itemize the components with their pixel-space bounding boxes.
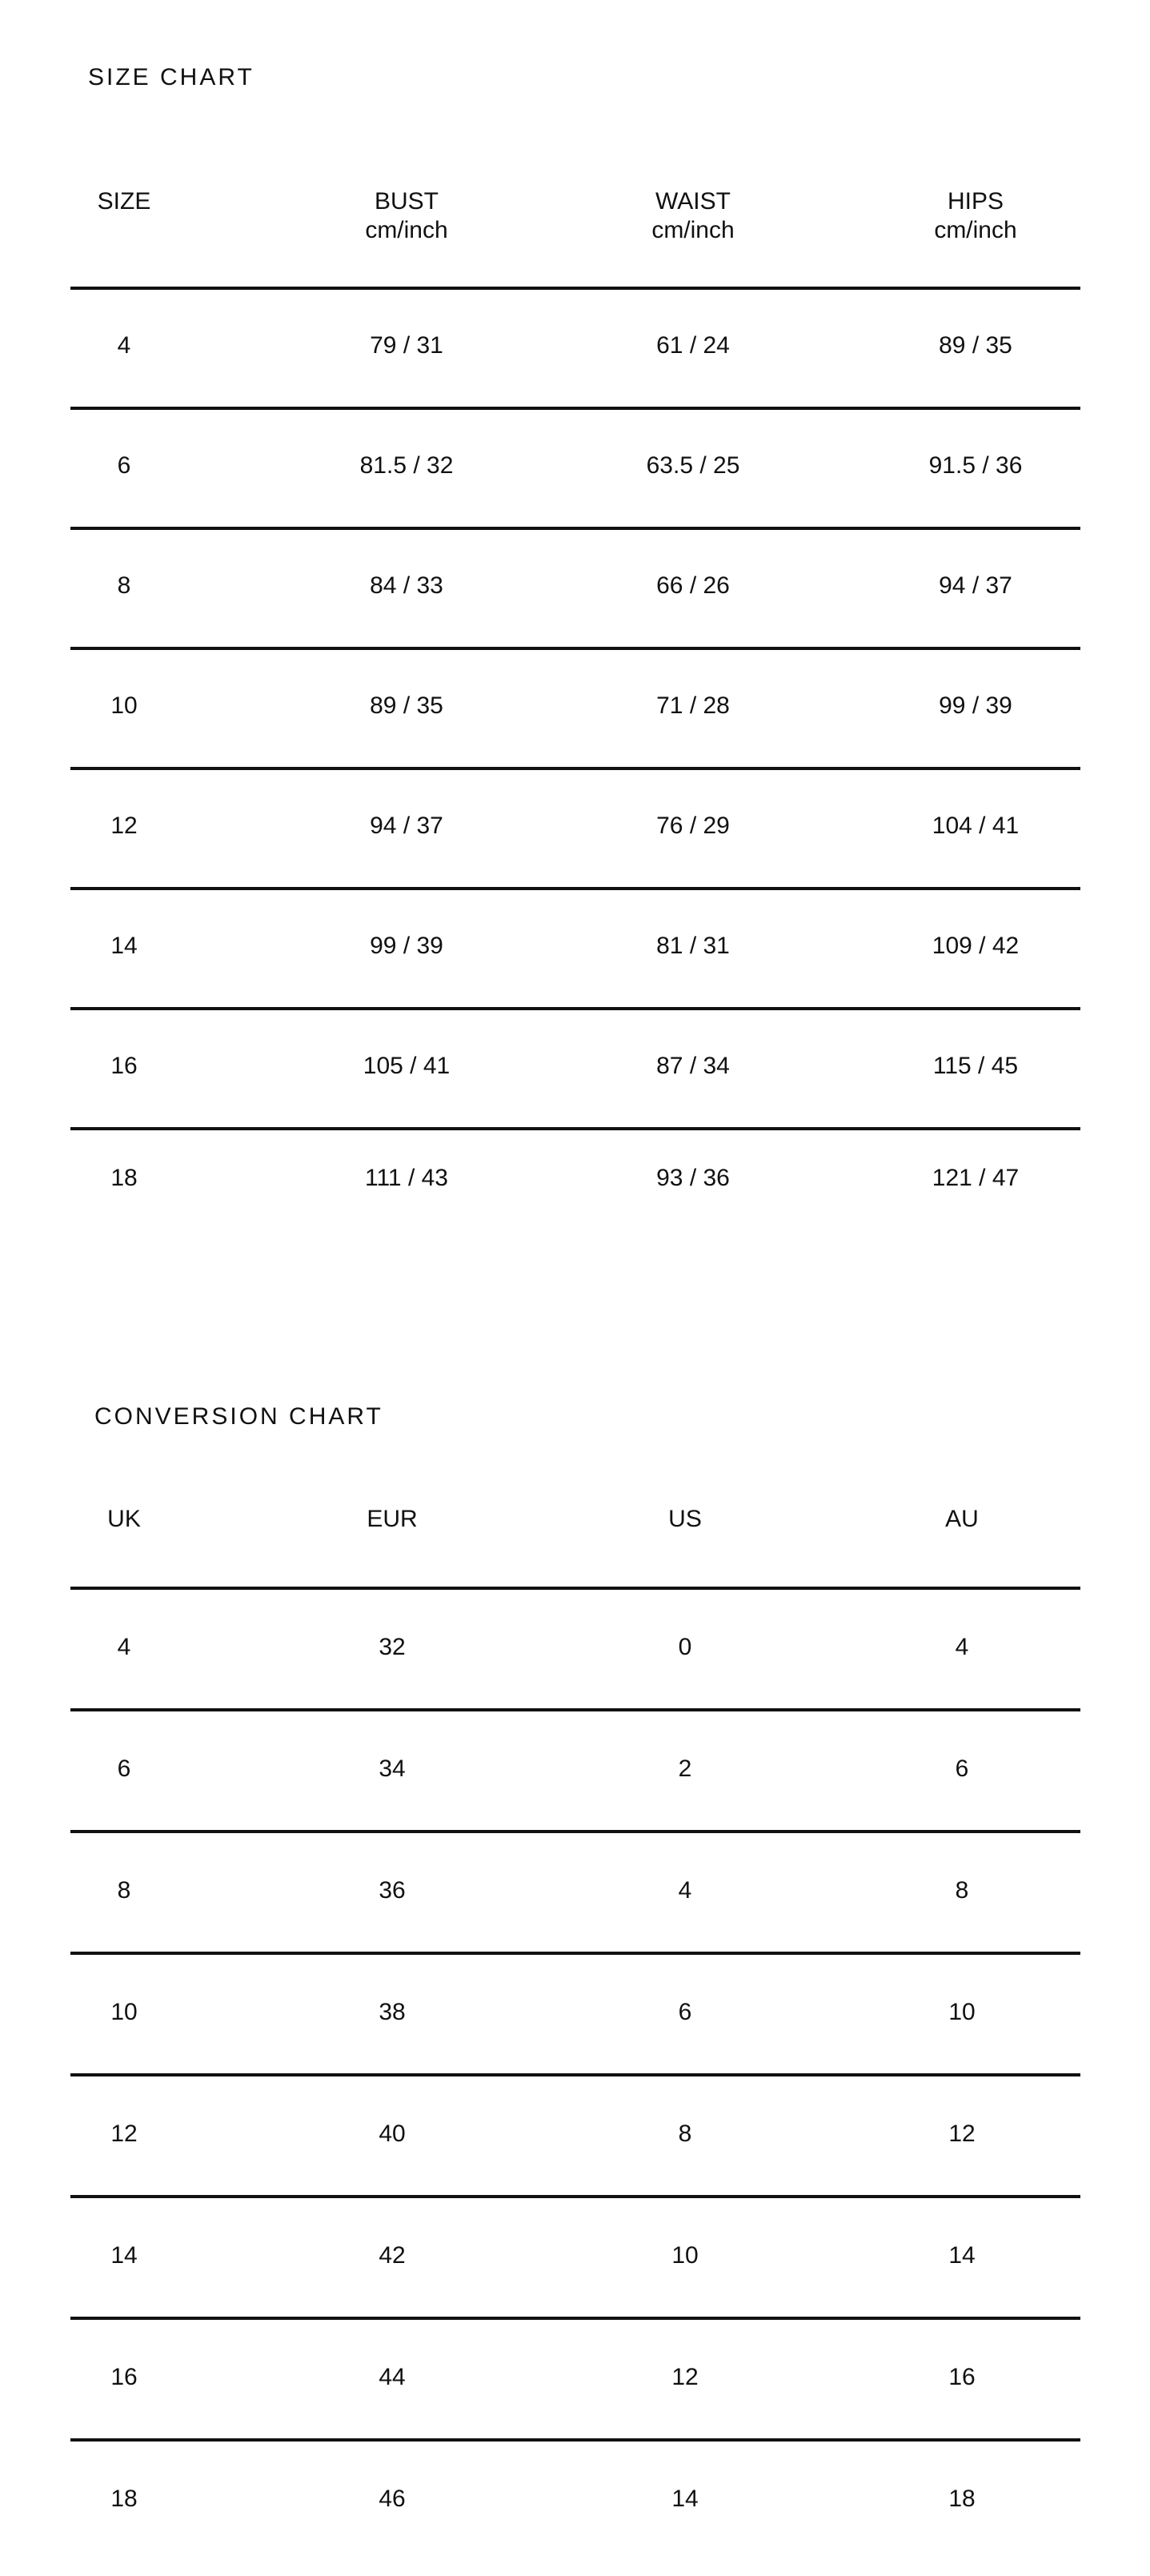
size-chart-title: SIZE CHART	[88, 64, 254, 90]
waist-cell: 71 / 28	[656, 692, 730, 719]
conversion-chart-table	[70, 1505, 1080, 2560]
waist-cell: 66 / 26	[656, 572, 730, 599]
column-header-bust	[365, 187, 447, 245]
uk-cell: 14	[110, 2242, 138, 2269]
au-cell: 12	[948, 2121, 976, 2147]
size-cell: 4	[117, 332, 131, 359]
hips-cell: 94 / 37	[939, 572, 1012, 599]
uk-cell: 6	[117, 1755, 131, 1782]
bust-cell: 89 / 35	[370, 692, 443, 719]
eur-cell: 40	[379, 2121, 406, 2147]
table-row	[70, 410, 1080, 530]
us-cell: 6	[678, 1999, 692, 2025]
size-cell: 10	[110, 692, 138, 719]
table-row	[70, 770, 1080, 890]
au-cell: 14	[948, 2242, 976, 2269]
uk-cell: 16	[110, 2364, 138, 2390]
column-header-uk: UK	[107, 1506, 141, 1532]
hips-cell: 109 / 42	[932, 933, 1020, 959]
waist-cell: 81 / 31	[656, 933, 730, 959]
hips-cell: 89 / 35	[939, 332, 1012, 359]
uk-cell: 10	[110, 1999, 138, 2025]
column-header-unit: cm/inch	[934, 217, 1017, 243]
column-header-au: AU	[945, 1506, 979, 1532]
table-row	[70, 2076, 1080, 2198]
au-cell: 6	[955, 1755, 969, 1782]
table-row	[70, 2198, 1080, 2320]
column-header-size	[98, 187, 151, 216]
column-header-hips	[934, 187, 1016, 245]
table-row	[70, 530, 1080, 650]
bust-cell: 94 / 37	[370, 813, 443, 839]
column-header-unit: cm/inch	[651, 217, 735, 243]
table-row	[70, 1833, 1080, 1955]
au-cell: 8	[955, 1877, 969, 1904]
waist-cell: 76 / 29	[656, 813, 730, 839]
us-cell: 12	[671, 2364, 699, 2390]
table-row	[70, 1590, 1080, 1711]
au-cell: 16	[948, 2364, 976, 2390]
us-cell: 8	[678, 2121, 692, 2147]
table-row	[70, 650, 1080, 770]
column-header-label: HIPS	[947, 188, 1004, 215]
waist-cell: 63.5 / 25	[646, 452, 740, 479]
hips-cell: 99 / 39	[939, 692, 1012, 719]
uk-cell: 12	[110, 2121, 138, 2147]
bust-cell: 79 / 31	[370, 332, 443, 359]
bust-cell: 99 / 39	[370, 933, 443, 959]
bust-cell: 105 / 41	[363, 1053, 451, 1079]
uk-cell: 18	[110, 2486, 138, 2512]
bust-cell: 111 / 43	[365, 1165, 448, 1191]
size-cell: 12	[110, 813, 138, 839]
eur-cell: 38	[379, 1999, 406, 2025]
size-cell: 8	[117, 572, 131, 599]
column-header-label: SIZE	[97, 188, 151, 215]
table-row	[70, 290, 1080, 410]
column-header-label: BUST	[374, 188, 439, 215]
au-cell: 10	[948, 1999, 976, 2025]
conversion-chart-header-row	[70, 1505, 1080, 1590]
eur-cell: 44	[379, 2364, 406, 2390]
hips-cell: 115 / 45	[932, 1053, 1019, 1079]
eur-cell: 42	[379, 2242, 406, 2269]
table-row	[70, 1955, 1080, 2076]
us-cell: 14	[671, 2486, 699, 2512]
size-chart-table	[70, 183, 1080, 1247]
table-row	[70, 1010, 1080, 1130]
column-header-us: US	[668, 1506, 702, 1532]
conversion-chart-title: CONVERSION CHART	[94, 1403, 383, 1430]
size-chart-header-row	[70, 183, 1080, 290]
size-cell: 18	[110, 1165, 138, 1191]
us-cell: 10	[671, 2242, 699, 2269]
bust-cell: 81.5 / 32	[359, 452, 454, 479]
eur-cell: 46	[379, 2486, 406, 2512]
uk-cell: 8	[117, 1877, 131, 1904]
table-row	[70, 1711, 1080, 1833]
hips-cell: 104 / 41	[932, 813, 1020, 839]
size-cell: 14	[110, 933, 138, 959]
table-row	[70, 2442, 1080, 2560]
table-row	[70, 890, 1080, 1010]
column-header-eur: EUR	[367, 1506, 418, 1532]
au-cell: 18	[948, 2486, 976, 2512]
waist-cell: 61 / 24	[656, 332, 730, 359]
waist-cell: 93 / 36	[656, 1165, 730, 1191]
au-cell: 4	[955, 1634, 969, 1660]
us-cell: 0	[678, 1634, 692, 1660]
hips-cell: 121 / 47	[932, 1165, 1020, 1191]
eur-cell: 32	[379, 1634, 406, 1660]
column-header-label: WAIST	[655, 188, 731, 215]
bust-cell: 84 / 33	[370, 572, 443, 599]
table-row	[70, 2320, 1080, 2442]
eur-cell: 36	[379, 1877, 406, 1904]
eur-cell: 34	[379, 1755, 406, 1782]
size-cell: 16	[110, 1053, 138, 1079]
us-cell: 4	[678, 1877, 692, 1904]
us-cell: 2	[678, 1755, 692, 1782]
hips-cell: 91.5 / 36	[928, 452, 1023, 479]
column-header-waist	[651, 187, 734, 245]
waist-cell: 87 / 34	[656, 1053, 730, 1079]
column-header-unit: cm/inch	[365, 217, 448, 243]
uk-cell: 4	[117, 1634, 131, 1660]
table-row	[70, 1130, 1080, 1247]
size-cell: 6	[117, 452, 131, 479]
